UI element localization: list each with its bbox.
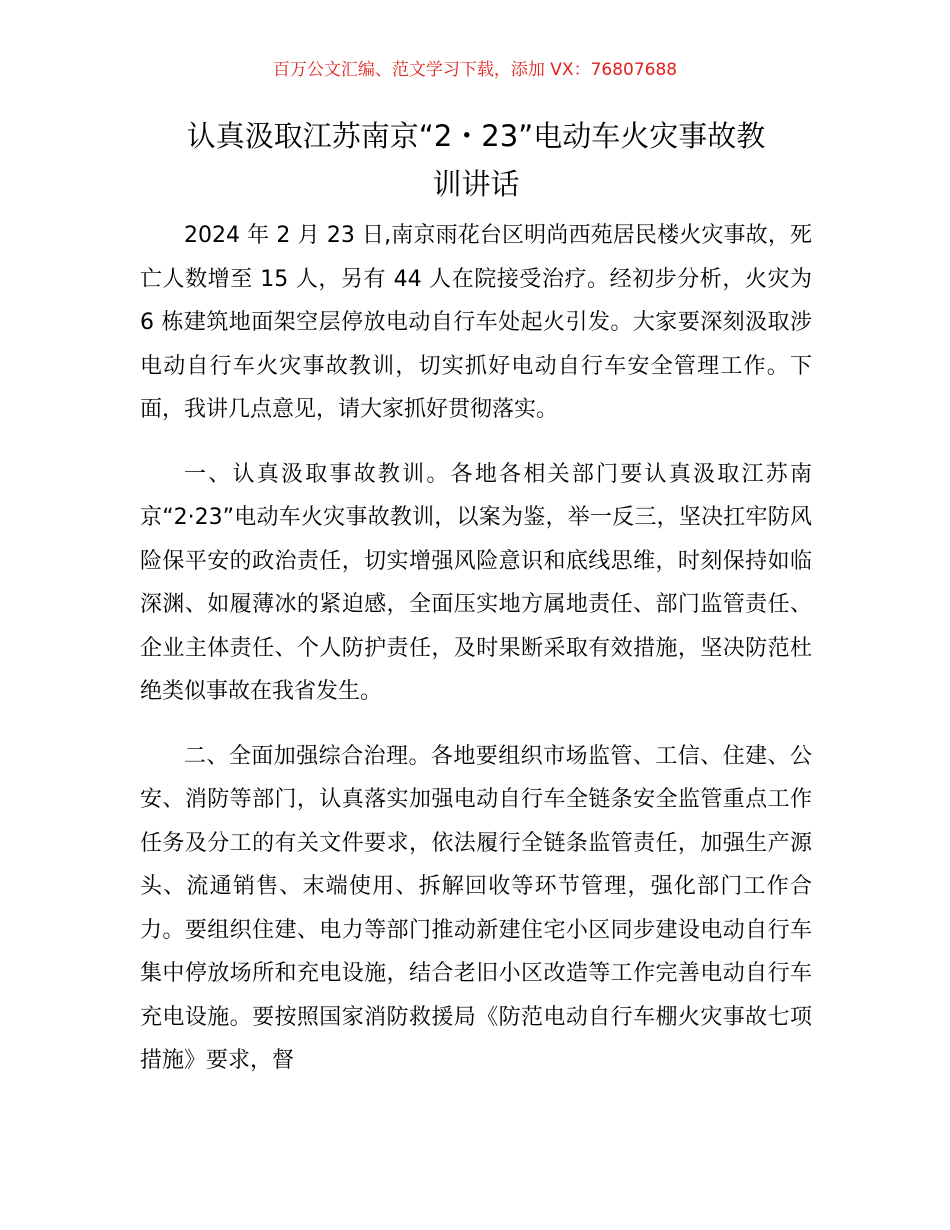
document-title (140, 112, 812, 208)
paragraph-section-1: 一、认真汲取事故教训。各地各相关部门要认真汲取江苏南京“2·23”电动车火灾事故教训，以案为鉴，举一反三，坚决扛牢防风险保平安的政治责任，切实增强风险意识和底线思维，时刻保持如临深渊、如履薄冰的紧迫感，全面压实地方属地责任、部门监管责任、企业主体责任、个人防护责任，及时果断采取有效措施，坚决防范杜绝类似事故在我省发生。 (140, 461, 812, 704)
title-line-2: 训讲话 (432, 167, 520, 201)
paragraph-section-2: 二、全面加强综合治理。各地要组织市场监管、工信、住建、公安、消防等部门，认真落实加强电动自行车全链条安全监管重点工作任务及分工的有关文件要求，依法履行全链条监管责任，加强生产源头、流通销售、末端使用、拆解回收等环节管理，强化部门工作合力。要组织住建、电力等部门推动新建住宅小区同步建设电动自行车集中停放场所和充电设施，结合老旧小区改造等工作完善电动自行车充电设施。要按照国家消防救援局《防范电动自行车棚火灾事故七项措施》要求，督 (140, 743, 812, 1073)
document-body (140, 214, 812, 1083)
download-banner: 百万公文汇编、范文学习下载，添加 VX：76807688 (272, 60, 678, 80)
title-line-1: 认真汲取江苏南京“2・23”电动车火灾事故教 (186, 119, 766, 153)
paragraph-intro: 2024 年 2 月 23 日,南京雨花台区明尚西苑居民楼火灾事故，死亡人数增至 15 人，另有 44 人在院接受治疗。经初步分析，火灾为 6 栋建筑地面架空层停放电动自行车处起火引发。大家要深刻汲取涉电动自行车火灾事故教训，切实抓好电动自行车安全管理工作。下面，我讲几点意见，请大家抓好贯彻落实。 (140, 223, 812, 422)
